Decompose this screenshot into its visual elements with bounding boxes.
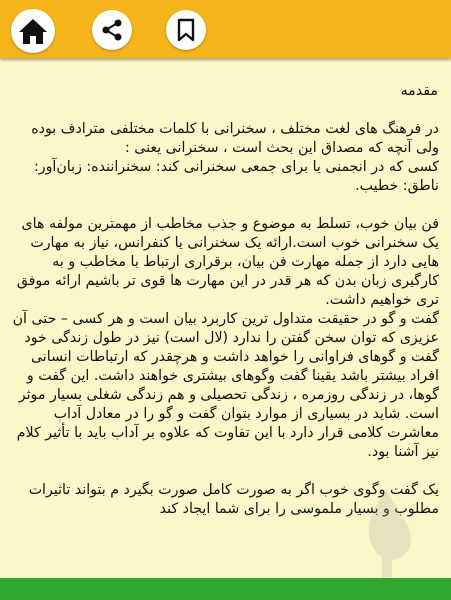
article-paragraph: یک گفت وگوی خوب اگر به صورت کامل صورت بگیرد م بتواند تاثیرات مطلوب و بسیار ملموسی را برای شما ایجاد کند: [28, 482, 439, 517]
bookmark-button[interactable]: [166, 10, 206, 50]
share-icon: [100, 18, 124, 42]
bottom-bar: [0, 578, 451, 600]
share-button[interactable]: [92, 10, 132, 50]
top-toolbar: [0, 0, 451, 58]
home-button[interactable]: [11, 9, 55, 53]
bookmark-icon: [176, 18, 196, 42]
article-body[interactable]: [0, 58, 451, 578]
article-paragraph: در فرهنگ های لغت مختلف ، سخنرانی با کلمات مختلفی مترادف بوده ولی آنچه که مصداق این بحث است ، سخنرانی یعنی : کسی که در انجمنی یا برای جمعی سخنرانی کند: سخنراننده: زبان‌آور: ناطق: خطیب.: [31, 121, 439, 194]
home-icon: [18, 17, 48, 45]
article-paragraph: فن بیان خوب، تسلط به موضوع و جذب مخاطب از مهمترین مولفه های یک سخنرانی خوب است.ارائه یک سخنرانی یا کنفرانس، نیاز به مهارت هایی دارد از جمله مهارت فن بیان، برقراری ارتباط با مخاطب و به کارگیری زبان بدن که هر قدر در این مهارت ها قوی تر باشیم ارائه موفق تری خواهیم داشت. گفت و گو در حقیقت متداول ترین کاربرد بیان است و هر کسی – حتی آن عزیزی که توان سخن گفتن را ندارد (لال است) نیز در طول زندگی خود گفت و گوهای فراوانی را خواهد داشت و هرچقدر که ارتباطات انسانی افراد بیشتر باشد یقینا گفت وگوهای بیشتری خواهند داشت. این گفت و گوها، در زندگی روزمره ، زندگی تحصیلی و هم زندگی شغلی بسیار موثر است. شاید در بسیاری از موارد بتوان گفت و گو را در معادل آداب معاشرت کلامی قرار دارد با این تفاوت که علاوه بر آداب باید با تأثیر کلام نیز آشنا بود.: [12, 216, 439, 460]
article-heading: مقدمه: [400, 83, 438, 99]
